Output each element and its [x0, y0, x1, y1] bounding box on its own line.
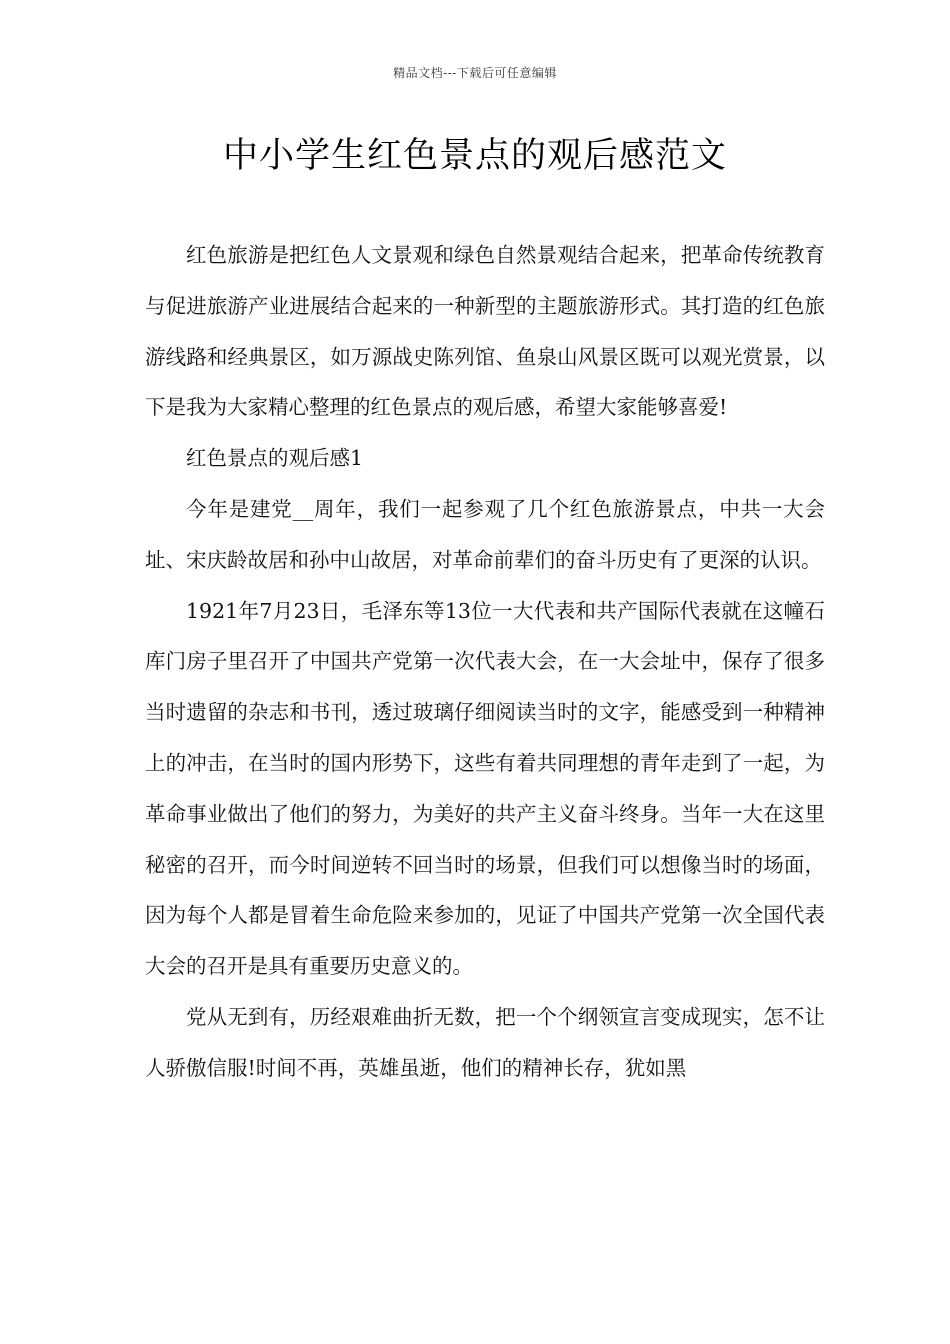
paragraph: 1921年7月23日，毛泽东等13位一大代表和共产国际代表就在这幢石库门房子里召开了中国共产党第一次代表大会，在一大会址中，保存了很多当时遗留的杂志和书刊，透过玻璃仔细阅读当时的文字，能感受到一种精神上的冲击，在当时的国内形势下，这些有着共同理想的青年走到了一起，为革命事业做出了他们的努力，为美好的共产主义奋斗终身。当年一大在这里秘密的召开，而今时间逆转不回当时的场景，但我们可以想像当时的场面，因为每个人都是冒着生命危险来参加的，见证了中国共产党第一次全国代表大会的召开是具有重要历史意义的。: [145, 598, 825, 979]
header-note: 精品文档---下载后可任意编辑: [393, 66, 557, 80]
paragraph: 今年是建党__周年，我们一起参观了几个红色旅游景点，中共一大会址、宋庆龄故居和孙中山故居，对革命前辈们的奋斗历史有了更深的认识。: [145, 496, 825, 572]
section-heading: 红色景点的观后感1: [186, 446, 364, 471]
document-title: 中小学生红色景点的观后感范文: [222, 136, 727, 176]
document-body: [145, 230, 825, 1094]
paragraph-intro: 红色旅游是把红色人文景观和绿色自然景观结合起来，把革命传统教育与促进旅游产业进展结合起来的一种新型的主题旅游形式。其打造的红色旅游线路和经典景区，如万源战史陈列馆、鱼泉山风景区既可以观光赏景，以下是我为大家精心整理的红色景点的观后感，希望大家能够喜爱!: [145, 243, 825, 420]
paragraph: 党从无到有，历经艰难曲折无数，把一个个纲领宣言变成现实，怎不让人骄傲信服!时间不再，英雄虽逝，他们的精神长存，犹如黑: [145, 1004, 825, 1080]
